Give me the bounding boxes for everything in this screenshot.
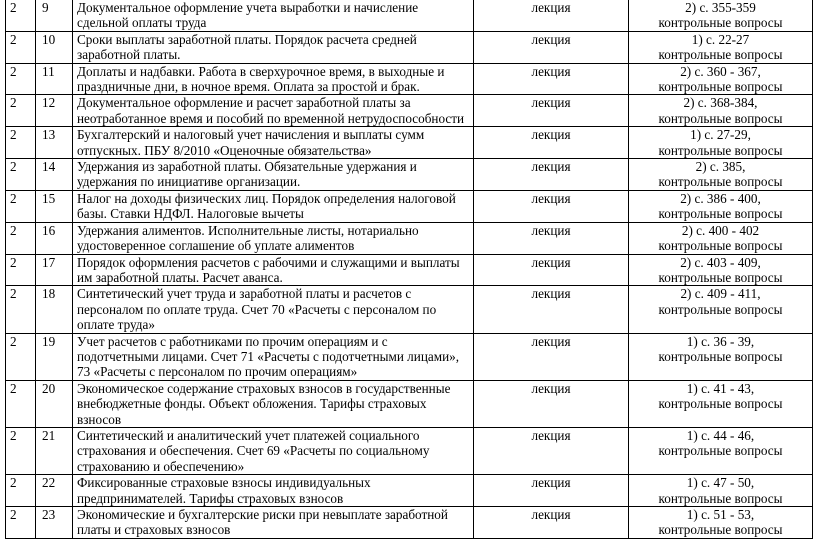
lesson-number-cell: 11: [36, 63, 73, 95]
source-note: контрольные вопросы: [658, 238, 783, 254]
lesson-number-cell: 17: [36, 254, 73, 286]
semester-cell: 2: [6, 333, 36, 380]
source-cell: [629, 31, 813, 63]
lesson-type-cell: лекция: [474, 507, 629, 539]
source-note: контрольные вопросы: [658, 110, 783, 126]
table-row: [6, 0, 813, 31]
source-note: контрольные вопросы: [658, 301, 783, 317]
source-cell: [629, 507, 813, 539]
source-reference: 1) с. 51 - 53,: [686, 507, 755, 522]
source-cell: [629, 222, 813, 254]
semester-cell: 2: [6, 159, 36, 191]
source-reference: 1) с. 22-27: [691, 31, 750, 47]
source-reference: 2) с. 360 - 367,: [680, 63, 761, 79]
topic-cell: Порядок оформления расчетов с рабочими и служащими и выплаты им заработной платы. Расчет аванса.: [73, 254, 474, 286]
semester-cell: 2: [6, 254, 36, 286]
table-row: [6, 159, 813, 191]
source-cell: [629, 380, 813, 427]
lesson-type-cell: лекция: [474, 254, 629, 286]
table-row: [6, 95, 813, 127]
source-note: контрольные вопросы: [658, 269, 783, 285]
semester-cell: 2: [6, 380, 36, 427]
semester-cell: 2: [6, 95, 36, 127]
source-note: контрольные вопросы: [658, 142, 783, 158]
source-reference: 1) с. 44 - 46,: [686, 427, 755, 443]
lesson-number-cell: 12: [36, 95, 73, 127]
source-reference: 2) с. 368-384,: [683, 95, 758, 111]
lesson-type-cell: лекция: [474, 0, 629, 31]
source-note: контрольные вопросы: [658, 522, 783, 538]
source-cell: [629, 427, 813, 474]
lesson-type-cell: лекция: [474, 190, 629, 222]
lesson-number-cell: 20: [36, 380, 73, 427]
table-row: [6, 63, 813, 95]
table-row: [6, 127, 813, 159]
source-reference: 2) с. 355-359: [685, 0, 756, 15]
topic-cell: Документальное оформление и расчет заработной платы за неотработанное время и пособий по временной нетрудоспособности: [73, 95, 474, 127]
lesson-number-cell: 13: [36, 127, 73, 159]
source-reference: 1) с. 27-29,: [690, 127, 751, 143]
source-cell: [629, 63, 813, 95]
topic-cell: Документальное оформление учета выработки и начисление сдельной оплаты труда: [73, 0, 474, 31]
topic-cell: Налог на доходы физических лиц. Порядок определения налоговой базы. Ставки НДФЛ. Налоговые вычеты: [73, 190, 474, 222]
table-row: [6, 222, 813, 254]
lesson-type-cell: лекция: [474, 63, 629, 95]
topic-cell: Удержания из заработной платы. Обязательные удержания и удержания по инициативе организации.: [73, 159, 474, 191]
semester-cell: 2: [6, 63, 36, 95]
semester-cell: 2: [6, 507, 36, 539]
lesson-type-cell: лекция: [474, 159, 629, 191]
topic-cell: Фиксированные страховые взносы индивидуальных предпринимателей. Тарифы страховых взносов: [73, 475, 474, 507]
lesson-type-cell: лекция: [474, 333, 629, 380]
source-cell: [629, 254, 813, 286]
source-note: контрольные вопросы: [658, 47, 783, 63]
topic-cell: Синтетический учет труда и заработной платы и расчетов с персоналом по оплате труда. Счет 70 «Расчеты с персоналом по оплате труда»: [73, 286, 474, 333]
source-cell: [629, 95, 813, 127]
lesson-number-cell: 22: [36, 475, 73, 507]
table-row: [6, 190, 813, 222]
source-cell: [629, 127, 813, 159]
lesson-type-cell: лекция: [474, 380, 629, 427]
lesson-type-cell: лекция: [474, 222, 629, 254]
topic-cell: Экономические и бухгалтерские риски при невыплате заработной платы и страховых взносов: [73, 507, 474, 539]
source-note: контрольные вопросы: [658, 174, 783, 190]
table-row: [6, 475, 813, 507]
lesson-number-cell: 23: [36, 507, 73, 539]
source-reference: 2) с. 409 - 411,: [680, 286, 761, 302]
table-row: [6, 427, 813, 474]
lesson-type-cell: лекция: [474, 95, 629, 127]
source-note: контрольные вопросы: [658, 15, 783, 31]
table-row: [6, 254, 813, 286]
lesson-number-cell: 16: [36, 222, 73, 254]
source-reference: 2) с. 403 - 409,: [680, 254, 761, 270]
source-note: контрольные вопросы: [658, 206, 783, 222]
lesson-number-cell: 15: [36, 190, 73, 222]
table-row: [6, 31, 813, 63]
semester-cell: 2: [6, 286, 36, 333]
semester-cell: 2: [6, 0, 36, 31]
semester-cell: 2: [6, 222, 36, 254]
table-row: [6, 380, 813, 427]
topic-cell: Экономическое содержание страховых взносов в государственные внебюджетные фонды. Объект обложения. Тарифы страховых взносов: [73, 380, 474, 427]
source-note: контрольные вопросы: [658, 490, 783, 506]
topic-cell: Удержания алиментов. Исполнительные листы, нотариально удостоверенное соглашение об уплате алиментов: [73, 222, 474, 254]
topic-cell: Синтетический и аналитический учет платежей социального страхования и обеспечения. Счет 69 «Расчеты по социальному страхованию и обеспечению»: [73, 427, 474, 474]
topic-cell: Доплаты и надбавки. Работа в сверхурочное время, в выходные и праздничные дни, в ночное время. Оплата за простой и брак.: [73, 63, 474, 95]
lesson-type-cell: лекция: [474, 475, 629, 507]
source-reference: 1) с. 47 - 50,: [686, 475, 755, 491]
semester-cell: 2: [6, 190, 36, 222]
source-cell: [629, 333, 813, 380]
source-cell: [629, 475, 813, 507]
lesson-number-cell: 19: [36, 333, 73, 380]
table-row: [6, 286, 813, 333]
table-body: [6, 0, 813, 538]
semester-cell: 2: [6, 475, 36, 507]
source-reference: 2) с. 385,: [695, 159, 746, 175]
lesson-type-cell: лекция: [474, 127, 629, 159]
source-cell: [629, 190, 813, 222]
lecture-schedule-table: [5, 0, 813, 539]
source-note: контрольные вопросы: [658, 348, 783, 364]
source-cell: [629, 159, 813, 191]
lesson-type-cell: лекция: [474, 427, 629, 474]
table-row: [6, 333, 813, 380]
lesson-number-cell: 18: [36, 286, 73, 333]
source-reference: 2) с. 400 - 402: [681, 222, 760, 238]
lesson-number-cell: 21: [36, 427, 73, 474]
source-reference: 1) с. 36 - 39,: [686, 333, 755, 349]
semester-cell: 2: [6, 31, 36, 63]
lesson-number-cell: 9: [36, 0, 73, 31]
source-cell: [629, 0, 813, 31]
document-page: [5, 0, 813, 539]
semester-cell: 2: [6, 427, 36, 474]
topic-cell: Учет расчетов с работниками по прочим операциям и с подотчетными лицами. Счет 71 «Расчеты с подотчетными лицами», 73 «Расчеты с персоналом по прочим операциям»: [73, 333, 474, 380]
source-note: контрольные вопросы: [658, 443, 783, 459]
source-note: контрольные вопросы: [658, 79, 783, 95]
source-reference: 1) с. 41 - 43,: [686, 380, 755, 396]
lesson-number-cell: 14: [36, 159, 73, 191]
lesson-number-cell: 10: [36, 31, 73, 63]
table-row: [6, 507, 813, 539]
source-note: контрольные вопросы: [658, 396, 783, 412]
source-reference: 2) с. 386 - 400,: [680, 190, 761, 206]
topic-cell: Сроки выплаты заработной платы. Порядок расчета средней заработной платы.: [73, 31, 474, 63]
semester-cell: 2: [6, 127, 36, 159]
lesson-type-cell: лекция: [474, 286, 629, 333]
source-cell: [629, 286, 813, 333]
topic-cell: Бухгалтерский и налоговый учет начисления и выплаты сумм отпускных. ПБУ 8/2010 «Оценочные обязательства»: [73, 127, 474, 159]
lesson-type-cell: лекция: [474, 31, 629, 63]
